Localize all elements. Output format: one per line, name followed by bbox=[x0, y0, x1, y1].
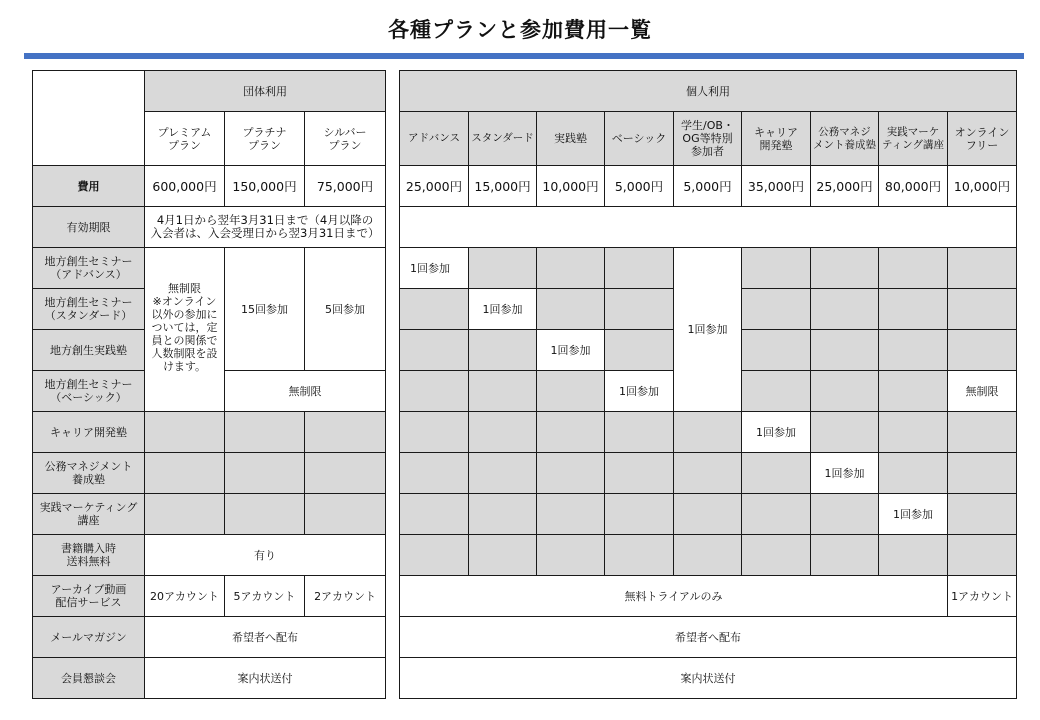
plan-header-online: オンライン フリー bbox=[948, 112, 1017, 166]
row-label-books: 書籍購入時 送料無料 bbox=[33, 535, 145, 576]
empty-cell bbox=[811, 371, 879, 412]
row-label-fee: 費用 bbox=[33, 166, 145, 207]
empty-cell bbox=[225, 494, 305, 535]
empty-cell bbox=[742, 289, 811, 330]
empty-cell bbox=[305, 412, 386, 453]
empty-cell bbox=[605, 453, 674, 494]
empty-cell bbox=[605, 248, 674, 289]
empty-cell bbox=[537, 453, 605, 494]
archive-trial: 無料トライアルのみ bbox=[400, 576, 948, 617]
empty-cell bbox=[879, 371, 948, 412]
basic-unlimited: 無制限 bbox=[225, 371, 386, 412]
row-label-practice: 地方創生実践塾 bbox=[33, 330, 145, 371]
empty-cell bbox=[811, 330, 879, 371]
empty-cell bbox=[145, 453, 225, 494]
practice-practice: 1回参加 bbox=[537, 330, 605, 371]
empty-cell bbox=[400, 412, 469, 453]
empty-cell bbox=[305, 494, 386, 535]
row-label-archive: アーカイブ動画 配信サービス bbox=[33, 576, 145, 617]
empty-cell bbox=[469, 248, 537, 289]
empty-cell bbox=[469, 453, 537, 494]
empty-cell bbox=[948, 535, 1017, 576]
empty-cell bbox=[948, 289, 1017, 330]
plan-header-public-mgmt: 公務マネジ メント養成塾 bbox=[811, 112, 879, 166]
plan-header-platinum: プラチナ プラン bbox=[225, 112, 305, 166]
empty-cell bbox=[605, 535, 674, 576]
empty-cell bbox=[537, 535, 605, 576]
validity-text: 4月1日から翌年3月31日まで（4月以降の 入会者は、入会受理日から翌3月31日まで） bbox=[145, 207, 386, 248]
title-underline bbox=[24, 53, 1024, 59]
fee-advance: 25,000円 bbox=[400, 166, 469, 207]
empty-cell bbox=[742, 248, 811, 289]
empty-cell bbox=[469, 412, 537, 453]
empty-cell bbox=[537, 248, 605, 289]
individual-header: 個人利用 bbox=[400, 71, 1017, 112]
fee-premium: 600,000円 bbox=[145, 166, 225, 207]
plan-header-basic: ベーシック bbox=[605, 112, 674, 166]
row-label-meeting: 会員懇談会 bbox=[33, 658, 145, 699]
group-plan-table bbox=[32, 70, 386, 699]
empty-cell bbox=[811, 248, 879, 289]
student-seminars: 1回参加 bbox=[674, 248, 742, 412]
row-label-seminar-std: 地方創生セミナー （スタンダード） bbox=[33, 289, 145, 330]
empty-cell bbox=[537, 412, 605, 453]
row-label-marketing: 実践マーケティング 講座 bbox=[33, 494, 145, 535]
empty-cell bbox=[811, 412, 879, 453]
meeting-individual: 案内状送付 bbox=[400, 658, 1017, 699]
archive-premium: 20アカウント bbox=[145, 576, 225, 617]
empty-cell bbox=[879, 412, 948, 453]
plan-header-career: キャリア 開発塾 bbox=[742, 112, 811, 166]
validity-empty bbox=[400, 207, 1017, 248]
empty-cell bbox=[674, 535, 742, 576]
plan-header-student: 学生/OB・ OG等特別 参加者 bbox=[674, 112, 742, 166]
empty-cell bbox=[537, 371, 605, 412]
empty-cell bbox=[674, 412, 742, 453]
corner-cell bbox=[33, 71, 145, 166]
fee-career: 35,000円 bbox=[742, 166, 811, 207]
empty-cell bbox=[948, 453, 1017, 494]
empty-cell bbox=[811, 289, 879, 330]
standard-seminar-std: 1回参加 bbox=[469, 289, 537, 330]
empty-cell bbox=[879, 453, 948, 494]
marketing-marketing: 1回参加 bbox=[879, 494, 948, 535]
fee-basic: 5,000円 bbox=[605, 166, 674, 207]
fee-online: 10,000円 bbox=[948, 166, 1017, 207]
empty-cell bbox=[811, 535, 879, 576]
empty-cell bbox=[674, 494, 742, 535]
mail-individual: 希望者へ配布 bbox=[400, 617, 1017, 658]
page-title: 各種プランと参加費用一覧 bbox=[388, 18, 652, 42]
empty-cell bbox=[605, 494, 674, 535]
archive-silver: 2アカウント bbox=[305, 576, 386, 617]
silver-seminar: 5回参加 bbox=[305, 248, 386, 371]
empty-cell bbox=[742, 535, 811, 576]
empty-cell bbox=[742, 371, 811, 412]
group-header: 団体利用 bbox=[145, 71, 386, 112]
row-label-public-mgmt: 公務マネジメント 養成塾 bbox=[33, 453, 145, 494]
empty-cell bbox=[879, 248, 948, 289]
advance-seminar-adv: 1回参加 bbox=[400, 248, 469, 289]
empty-cell bbox=[145, 494, 225, 535]
online-seminar-basic: 無制限 bbox=[948, 371, 1017, 412]
empty-cell bbox=[225, 412, 305, 453]
empty-cell bbox=[948, 330, 1017, 371]
empty-cell bbox=[674, 453, 742, 494]
empty-cell bbox=[879, 330, 948, 371]
plan-header-marketing: 実践マーケ ティング講座 bbox=[879, 112, 948, 166]
empty-cell bbox=[225, 453, 305, 494]
empty-cell bbox=[400, 453, 469, 494]
empty-cell bbox=[879, 535, 948, 576]
fee-public-mgmt: 25,000円 bbox=[811, 166, 879, 207]
fee-standard: 15,000円 bbox=[469, 166, 537, 207]
empty-cell bbox=[879, 289, 948, 330]
empty-cell bbox=[400, 535, 469, 576]
empty-cell bbox=[742, 330, 811, 371]
empty-cell bbox=[400, 330, 469, 371]
empty-cell bbox=[537, 289, 605, 330]
plan-header-practice: 実践塾 bbox=[537, 112, 605, 166]
empty-cell bbox=[469, 330, 537, 371]
empty-cell bbox=[305, 453, 386, 494]
fee-platinum: 150,000円 bbox=[225, 166, 305, 207]
empty-cell bbox=[605, 330, 674, 371]
row-label-career: キャリア開発塾 bbox=[33, 412, 145, 453]
fee-marketing: 80,000円 bbox=[879, 166, 948, 207]
empty-cell bbox=[948, 494, 1017, 535]
public-mgmt-public-mgmt: 1回参加 bbox=[811, 453, 879, 494]
empty-cell bbox=[145, 412, 225, 453]
basic-seminar-basic: 1回参加 bbox=[605, 371, 674, 412]
individual-plan-table bbox=[399, 70, 1017, 699]
mail-group: 希望者へ配布 bbox=[145, 617, 386, 658]
empty-cell bbox=[605, 289, 674, 330]
meeting-group: 案内状送付 bbox=[145, 658, 386, 699]
empty-cell bbox=[400, 371, 469, 412]
empty-cell bbox=[948, 248, 1017, 289]
empty-cell bbox=[811, 494, 879, 535]
plan-header-advance: アドバンス bbox=[400, 112, 469, 166]
empty-cell bbox=[742, 494, 811, 535]
archive-online: 1アカウント bbox=[948, 576, 1017, 617]
books-benefit: 有り bbox=[145, 535, 386, 576]
empty-cell bbox=[400, 289, 469, 330]
empty-cell bbox=[948, 412, 1017, 453]
fee-silver: 75,000円 bbox=[305, 166, 386, 207]
career-career: 1回参加 bbox=[742, 412, 811, 453]
row-label-validity: 有効期限 bbox=[33, 207, 145, 248]
row-label-seminar-adv: 地方創生セミナー （アドバンス） bbox=[33, 248, 145, 289]
empty-cell bbox=[469, 494, 537, 535]
empty-cell bbox=[469, 371, 537, 412]
empty-cell bbox=[742, 453, 811, 494]
plan-header-standard: スタンダード bbox=[469, 112, 537, 166]
archive-platinum: 5アカウント bbox=[225, 576, 305, 617]
platinum-seminar: 15回参加 bbox=[225, 248, 305, 371]
row-label-mail: メールマガジン bbox=[33, 617, 145, 658]
empty-cell bbox=[400, 494, 469, 535]
empty-cell bbox=[469, 535, 537, 576]
empty-cell bbox=[605, 412, 674, 453]
plan-header-premium: プレミアム プラン bbox=[145, 112, 225, 166]
fee-student: 5,000円 bbox=[674, 166, 742, 207]
fee-practice: 10,000円 bbox=[537, 166, 605, 207]
plan-header-silver: シルバー プラン bbox=[305, 112, 386, 166]
row-label-seminar-basic: 地方創生セミナー （ベーシック） bbox=[33, 371, 145, 412]
empty-cell bbox=[537, 494, 605, 535]
premium-seminar-note: 無制限 ※オンライン 以外の参加に ついては，定 員との関係で 人数制限を設 けます。 bbox=[145, 248, 225, 412]
